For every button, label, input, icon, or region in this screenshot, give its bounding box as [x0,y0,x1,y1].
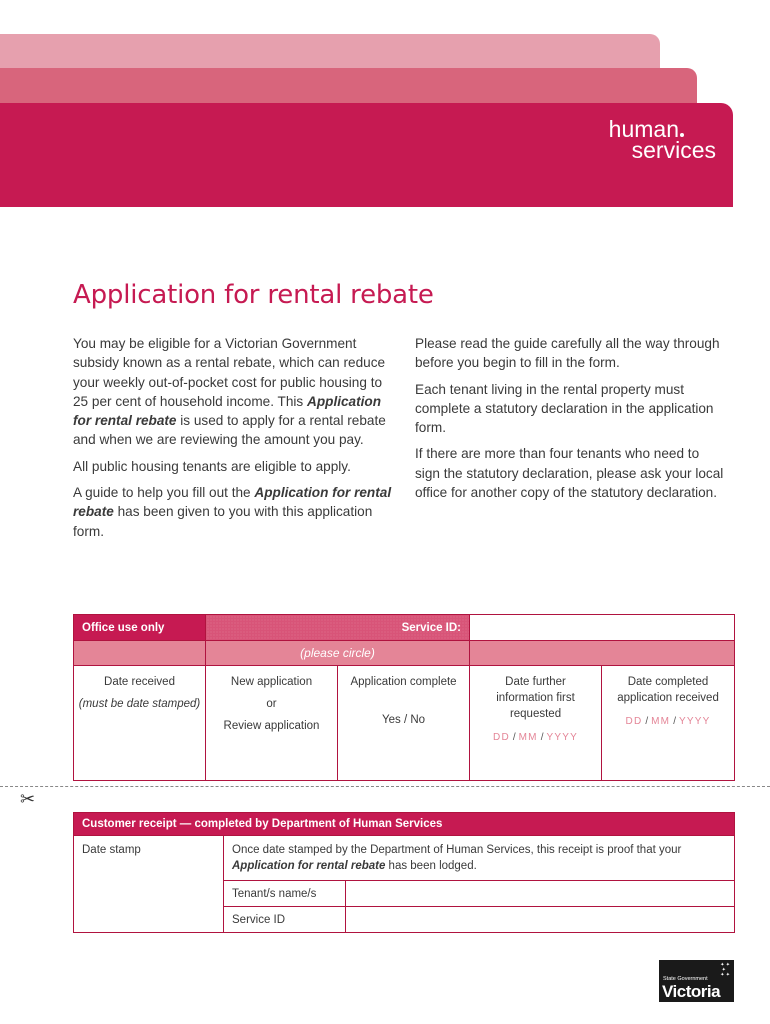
intro-left-p3 [73,483,398,541]
scissors-icon: ✂ [20,789,36,809]
receipt-service-id-field[interactable] [346,907,735,933]
intro-left-column [73,334,398,548]
date-received-label: Date received [104,676,175,688]
application-complete-label: Application complete [350,676,457,688]
date-separator: / [512,732,516,743]
service-id-label: Service ID: [206,615,470,641]
human-services-logo [608,116,716,164]
tenant-names-label: Tenant/s name/s [224,881,346,907]
pink-spacer [470,641,735,666]
southern-cross-icon: ✦ ✦ ✦ ✦ ✦ [720,962,730,978]
receipt-note-text: Once date stamped by the Department of Human Services, this receipt is proof that your [232,844,682,856]
month-placeholder: MM [651,716,671,727]
intro-right-p1: Please read the guide carefully all the way through before you begin to fill in the form. [415,336,720,371]
logo-line1: human [608,116,679,142]
intro-text: You may be eligible for a Victorian Government subsidy known as a rental rebate, which can reduce your weekly out-of-pocket cost for public housing to 25 per cent of household income. This [73,336,386,409]
intro-left-p1 [73,334,398,450]
logo-line2: services [631,137,716,164]
date-further-field[interactable] [470,730,601,746]
receipt-note [224,836,735,881]
intro-left-p2: All public housing tenants are eligible to apply. [73,458,351,474]
date-completed-label: Date completed application received [617,676,719,704]
victoria-logo-text: Victoria [662,982,721,1001]
date-stamp-label: Date stamp [82,844,141,856]
date-received-note: (must be date stamped) [78,698,201,710]
date-completed-cell [602,666,735,781]
receipt-header: Customer receipt — completed by Department of Human Services [74,813,735,836]
victoria-logo [659,960,734,1002]
pink-spacer [74,641,206,666]
receipt-service-id-label: Service ID [224,907,346,933]
application-type-cell [206,666,338,781]
review-application-option[interactable]: Review application [223,720,320,732]
date-separator: / [673,716,676,727]
date-further-label: Date further information first requested [496,676,575,720]
new-application-option[interactable]: New application [230,676,313,688]
customer-receipt-table [73,812,735,933]
victoria-logo-small-text: State Government [663,976,708,982]
intro-right-column [415,334,725,509]
intro-text: has been given to you with this application form. [73,504,373,539]
office-use-only-label: Office use only [74,615,206,641]
receipt-note-text: has been lodged. [385,860,477,872]
date-completed-field[interactable] [602,714,734,730]
date-separator: / [540,732,544,743]
intro-right-p3: If there are more than four tenants who need to sign the statutory declaration, please ask your local office for another copy of the statutory declaration. [415,446,724,501]
day-placeholder: DD [493,732,510,743]
month-placeholder: MM [518,732,538,743]
application-complete-cell [338,666,470,781]
intro-text: is used to apply for a rental rebate and when we are reviewing the amount you pay. [73,413,386,448]
date-received-cell[interactable] [74,666,206,781]
form-name-emphasis: Application for rental rebate [232,860,386,872]
year-placeholder: YYYY [546,732,578,743]
form-name-emphasis: Application for rental rebate [73,485,392,520]
service-id-field[interactable] [470,615,735,641]
page-title: Application for rental rebate [73,280,434,310]
date-further-info-cell [470,666,602,781]
intro-text: A guide to help you fill out the [73,485,255,501]
cut-line [0,786,770,787]
yes-no-option[interactable]: Yes / No [381,714,426,726]
please-circle-label: (please circle) [206,641,470,666]
day-placeholder: DD [625,716,643,727]
form-name-emphasis: Application for rental rebate [73,393,382,429]
intro-right-p2: Each tenant living in the rental property must complete a statutory declaration in the application form. [415,381,714,436]
year-placeholder: YYYY [679,716,711,727]
date-separator: / [645,716,649,727]
tenant-names-field[interactable] [346,881,735,907]
or-label: or [266,698,277,710]
date-stamp-cell[interactable] [74,836,224,933]
office-use-table [73,614,735,781]
